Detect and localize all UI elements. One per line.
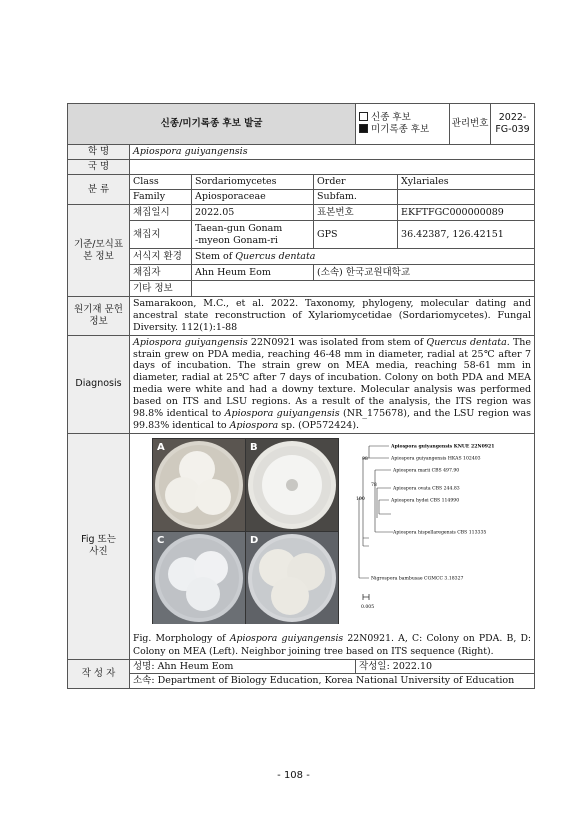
plate-a bbox=[153, 439, 245, 531]
plate-a-image bbox=[153, 439, 245, 531]
class-value: Sordariomycetes bbox=[192, 175, 314, 190]
caption-text-2: 22N0921. A, C: Colony on PDA. B, D: Colony on MEA (Left). Neighbor joining tree based on ITS sequence (Right). bbox=[133, 632, 532, 658]
other-info-label: 기타 정보 bbox=[130, 281, 192, 297]
checkbox-new-species[interactable] bbox=[359, 112, 368, 121]
tree-branches bbox=[359, 446, 393, 578]
diag-species-2: Apiospora guiyangensis bbox=[224, 407, 340, 419]
class-label: Class bbox=[130, 175, 192, 190]
diag-text-3: (NR_175678), and the LSU region was 99.83% identical to bbox=[133, 407, 532, 431]
orig-label-line1: 원기재 문헌 bbox=[74, 303, 123, 315]
habitat-prefix: Stem of bbox=[195, 250, 236, 262]
specimen-number-label: 표본번호 bbox=[314, 205, 398, 221]
other-info bbox=[192, 281, 535, 297]
gps-label: GPS bbox=[314, 221, 398, 249]
page-number: - 108 - bbox=[277, 770, 310, 781]
gps-value: 36.42387, 126.42151 bbox=[398, 221, 535, 249]
plate-a-label: A bbox=[157, 441, 165, 453]
site-line1: Taean-gun Gonam bbox=[195, 222, 283, 234]
collection-date: 2022.05 bbox=[192, 205, 314, 221]
fig-label-line1: Fig 또는 bbox=[81, 534, 116, 546]
plate-d-image bbox=[246, 532, 338, 624]
scientific-name: Apiospora guiyangensis bbox=[130, 145, 535, 160]
collector-affiliation: (소속) 한국교원대학교 bbox=[314, 265, 535, 281]
phylogenetic-tree bbox=[355, 438, 505, 624]
caption-species: Apiospora guiyangensis bbox=[229, 632, 344, 644]
author-name: 성명: Ahn Heum Eom bbox=[130, 659, 356, 674]
bootstrap-1: 98 bbox=[362, 456, 368, 462]
collector-name: Ahn Heum Eom bbox=[192, 265, 314, 281]
colony-plates bbox=[152, 438, 339, 624]
collection-site bbox=[192, 221, 314, 249]
author-label: 작 성 자 bbox=[68, 659, 130, 689]
candidate-unrecorded-label: 미기록종 후보 bbox=[371, 124, 430, 135]
fig-label-line2: 사진 bbox=[89, 546, 108, 558]
specimen-sheet bbox=[67, 103, 534, 689]
plate-b bbox=[246, 439, 338, 531]
scale-bar bbox=[363, 594, 369, 600]
author-affiliation: 소속: Department of Biology Education, Korea National University of Education bbox=[130, 674, 535, 689]
diag-text-1: 22N0921 was isolated from stem of bbox=[247, 336, 427, 348]
figure-panel bbox=[133, 434, 531, 632]
original-description-label bbox=[68, 297, 130, 336]
mgmt-label: 관리번호 bbox=[450, 104, 491, 144]
diag-text-2: . The strain grew on PDA media, reaching 46-48 mm in diameter, radial at 25℃ after 7 days of incubation. The strain grew on MEA media, reaching 58-61 mm in diameter, radial at 25℃ after 7 days of incubation. Colony on both PDA and MEA media were white and had a downy texture. Molecular analysis was performed based on ITS and LSU regions. As a result of the analysis, the ITS region was 98.8% identical to bbox=[133, 336, 532, 419]
diagnosis-label: Diagnosis bbox=[68, 335, 130, 433]
plate-d bbox=[246, 532, 338, 624]
order-label: Order bbox=[314, 175, 398, 190]
diagnosis-text bbox=[130, 335, 535, 433]
tree-taxon-4: Apiospora ovata CBS 244.83 bbox=[393, 486, 460, 492]
sheet-title: 신종/미기록종 후보 발굴 bbox=[68, 104, 356, 145]
scientific-name-label: 학 명 bbox=[68, 145, 130, 160]
collection-date-label: 채집일시 bbox=[130, 205, 192, 221]
tree-taxon-7: Nigrospora bambusae CGMCC 3.18327 bbox=[371, 576, 464, 582]
specimen-number: EKFTFGC000000089 bbox=[398, 205, 535, 221]
family-label: Family bbox=[130, 190, 192, 205]
candidate-new-label: 신종 후보 bbox=[371, 112, 411, 124]
collection-site-label: 채집지 bbox=[130, 221, 192, 249]
plate-b-image bbox=[246, 439, 338, 531]
family-value: Apiosporaceae bbox=[192, 190, 314, 205]
scale-label: 0.005 bbox=[361, 604, 375, 610]
original-description: Samarakoon, M.C., et al. 2022. Taxonomy, phylogeny, molecular dating and ancestral state reconstruction of Xylariomycetidae (Sordariomycetes). Fungal Diversity. 112(1):1-88 bbox=[130, 297, 535, 336]
caption-text-1: Fig. Morphology of bbox=[133, 632, 230, 644]
diag-genus: Apiospora bbox=[229, 419, 279, 431]
habitat-label: 서식지 환경 bbox=[130, 249, 192, 265]
subfamily-label: Subfam. bbox=[314, 190, 398, 205]
figure-cell bbox=[130, 433, 535, 659]
figure-caption bbox=[133, 632, 531, 659]
diag-species: Apiospora guiyangensis bbox=[133, 336, 248, 348]
tree-taxon-5: Apiospora hydei CBS 114990 bbox=[391, 498, 460, 504]
orig-label-line2: 정보 bbox=[89, 315, 108, 327]
mgmt-number: 2022-FG-039 bbox=[495, 112, 530, 135]
subfamily-value bbox=[398, 190, 535, 205]
specimen-table bbox=[67, 103, 535, 689]
bootstrap-2: 78 bbox=[371, 482, 377, 488]
tree-taxon-2: Apiospora guiyangensis HKAS 102403 bbox=[391, 456, 481, 462]
site-line2: -myeon Gonam-ri bbox=[195, 234, 278, 246]
habitat-value bbox=[192, 249, 535, 265]
bootstrap-3: 100 bbox=[356, 496, 365, 502]
plate-c bbox=[153, 532, 245, 624]
diag-text-4: sp. (OP572424). bbox=[278, 419, 360, 431]
plate-c-image bbox=[153, 532, 245, 624]
specimen-label-line1: 기준/모식표 bbox=[73, 238, 124, 250]
korean-name bbox=[130, 160, 535, 175]
habitat-species: Quercus dentata bbox=[235, 250, 316, 262]
plate-c-label: C bbox=[157, 534, 165, 546]
author-date: 작성일: 2022.10 bbox=[356, 659, 535, 674]
checkbox-unrecorded-species[interactable] bbox=[359, 124, 368, 133]
plate-d-label: D bbox=[250, 534, 259, 546]
classification-label: 분 류 bbox=[68, 175, 130, 205]
specimen-label-line2: 본 정보 bbox=[83, 250, 114, 262]
tree-taxon-1: Apiospora guiyangensis KNUE 22N0921 bbox=[391, 444, 495, 450]
management-cell bbox=[450, 104, 535, 145]
order-value: Xylariales bbox=[398, 175, 535, 190]
candidate-type bbox=[356, 104, 450, 145]
korean-name-label: 국 명 bbox=[68, 160, 130, 175]
tree-taxon-6: Apiospora hispellaregensis CBS 113335 bbox=[393, 530, 487, 536]
collector-label: 채집자 bbox=[130, 265, 192, 281]
plate-b-label: B bbox=[250, 441, 258, 453]
tree-taxon-3: Apiospora marii CBS 497.90 bbox=[393, 468, 460, 474]
specimen-label bbox=[68, 205, 130, 297]
figure-label bbox=[68, 433, 130, 659]
diag-host: Quercus dentata bbox=[426, 336, 507, 348]
